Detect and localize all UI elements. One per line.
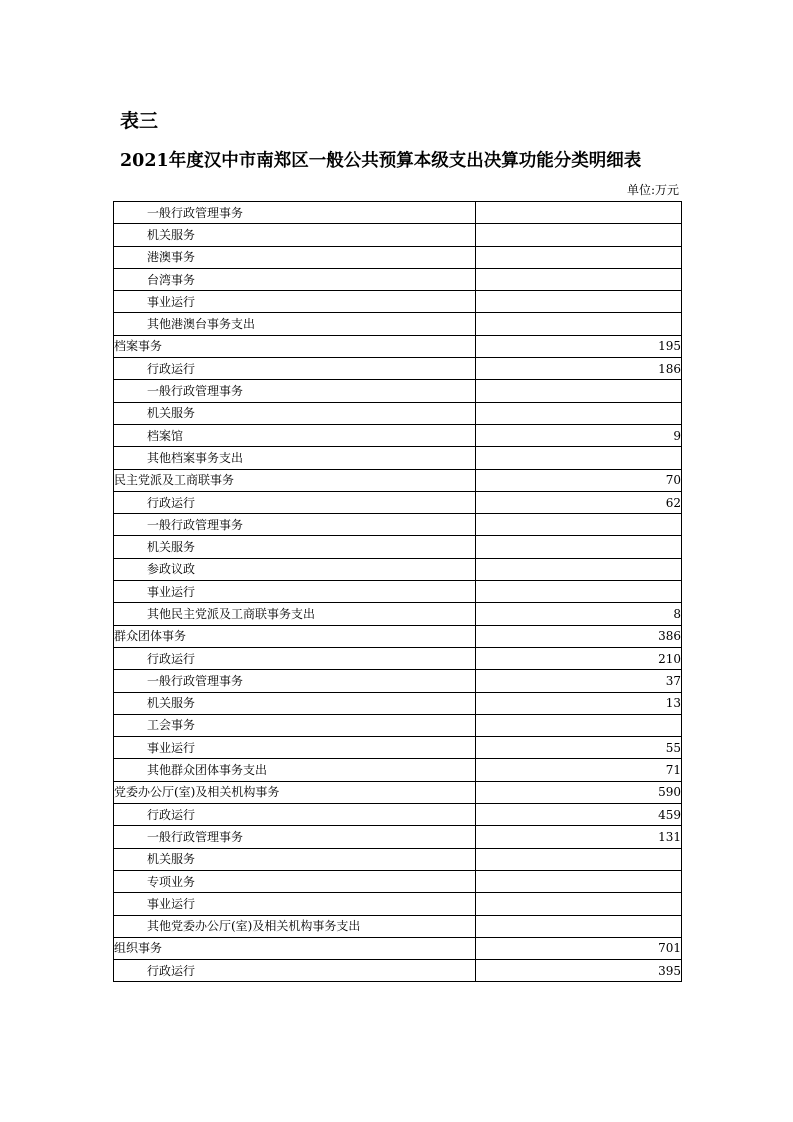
row-amount: 70 <box>476 469 682 491</box>
table-row <box>114 603 682 625</box>
row-amount <box>476 870 682 892</box>
row-item-name: 一般行政管理事务 <box>114 826 476 848</box>
row-amount <box>476 893 682 915</box>
document-title: 2021年度汉中市南郑区一般公共预算本级支出决算功能分类明细表 <box>120 151 642 171</box>
table-row <box>114 402 682 424</box>
table-row <box>114 558 682 580</box>
table-row <box>114 291 682 313</box>
row-amount: 62 <box>476 491 682 513</box>
row-amount: 210 <box>476 647 682 669</box>
row-item-name: 党委办公厅(室)及相关机构事务 <box>114 781 476 803</box>
page-label: 表三 <box>120 110 159 132</box>
row-amount <box>476 291 682 313</box>
row-item-name: 机关服务 <box>114 224 476 246</box>
row-item-name: 其他群众团体事务支出 <box>114 759 476 781</box>
table-row <box>114 536 682 558</box>
row-amount <box>476 514 682 536</box>
row-amount <box>476 402 682 424</box>
row-item-name: 港澳事务 <box>114 246 476 268</box>
table-row <box>114 380 682 402</box>
table-row <box>114 625 682 647</box>
row-item-name: 群众团体事务 <box>114 625 476 647</box>
row-item-name: 行政运行 <box>114 960 476 982</box>
table-row <box>114 358 682 380</box>
row-item-name: 一般行政管理事务 <box>114 670 476 692</box>
row-amount: 395 <box>476 960 682 982</box>
row-item-name: 机关服务 <box>114 402 476 424</box>
table-row <box>114 246 682 268</box>
table-row <box>114 335 682 357</box>
row-item-name: 档案馆 <box>114 424 476 446</box>
row-item-name: 行政运行 <box>114 358 476 380</box>
row-item-name: 其他民主党派及工商联事务支出 <box>114 603 476 625</box>
row-item-name: 工会事务 <box>114 714 476 736</box>
table-row <box>114 469 682 491</box>
table-row <box>114 581 682 603</box>
table-row <box>114 737 682 759</box>
table-row <box>114 447 682 469</box>
row-item-name: 其他党委办公厅(室)及相关机构事务支出 <box>114 915 476 937</box>
table-row <box>114 804 682 826</box>
table-row <box>114 268 682 290</box>
row-amount: 590 <box>476 781 682 803</box>
row-amount: 71 <box>476 759 682 781</box>
row-item-name: 机关服务 <box>114 848 476 870</box>
row-item-name: 事业运行 <box>114 581 476 603</box>
row-item-name: 事业运行 <box>114 893 476 915</box>
row-amount <box>476 714 682 736</box>
row-item-name: 其他港澳台事务支出 <box>114 313 476 335</box>
row-item-name: 事业运行 <box>114 291 476 313</box>
row-item-name: 档案事务 <box>114 335 476 357</box>
row-amount <box>476 202 682 224</box>
table-row <box>114 313 682 335</box>
row-amount <box>476 558 682 580</box>
table-row <box>114 202 682 224</box>
row-item-name: 民主党派及工商联事务 <box>114 469 476 491</box>
row-item-name: 参政议政 <box>114 558 476 580</box>
table-row <box>114 491 682 513</box>
row-item-name: 行政运行 <box>114 647 476 669</box>
row-amount: 131 <box>476 826 682 848</box>
row-amount <box>476 246 682 268</box>
table-row <box>114 848 682 870</box>
row-item-name: 组织事务 <box>114 937 476 959</box>
row-item-name: 一般行政管理事务 <box>114 380 476 402</box>
row-amount <box>476 224 682 246</box>
table-row <box>114 826 682 848</box>
row-amount <box>476 581 682 603</box>
row-item-name: 一般行政管理事务 <box>114 514 476 536</box>
row-item-name: 一般行政管理事务 <box>114 202 476 224</box>
row-amount: 186 <box>476 358 682 380</box>
table-row <box>114 937 682 959</box>
table-row <box>114 714 682 736</box>
row-amount <box>476 447 682 469</box>
row-amount <box>476 536 682 558</box>
table-body <box>114 202 682 982</box>
row-item-name: 其他档案事务支出 <box>114 447 476 469</box>
table-row <box>114 647 682 669</box>
table-row <box>114 424 682 446</box>
row-amount: 55 <box>476 737 682 759</box>
table-row <box>114 514 682 536</box>
table-row <box>114 870 682 892</box>
row-amount: 701 <box>476 937 682 959</box>
row-amount: 9 <box>476 424 682 446</box>
row-amount <box>476 915 682 937</box>
table-row <box>114 224 682 246</box>
row-amount: 37 <box>476 670 682 692</box>
table-row <box>114 960 682 982</box>
row-amount <box>476 380 682 402</box>
table-row <box>114 781 682 803</box>
row-item-name: 行政运行 <box>114 491 476 513</box>
row-amount: 13 <box>476 692 682 714</box>
expenditure-table <box>113 201 682 982</box>
unit-label: 单位:万元 <box>626 183 679 197</box>
row-amount <box>476 848 682 870</box>
row-item-name: 台湾事务 <box>114 268 476 290</box>
row-amount: 195 <box>476 335 682 357</box>
row-amount: 459 <box>476 804 682 826</box>
table-row <box>114 670 682 692</box>
row-item-name: 事业运行 <box>114 737 476 759</box>
row-amount <box>476 268 682 290</box>
row-item-name: 机关服务 <box>114 692 476 714</box>
row-item-name: 专项业务 <box>114 870 476 892</box>
row-amount <box>476 313 682 335</box>
table-row <box>114 915 682 937</box>
table-row <box>114 893 682 915</box>
row-item-name: 行政运行 <box>114 804 476 826</box>
table-row <box>114 759 682 781</box>
row-amount: 386 <box>476 625 682 647</box>
table-row <box>114 692 682 714</box>
row-item-name: 机关服务 <box>114 536 476 558</box>
row-amount: 8 <box>476 603 682 625</box>
